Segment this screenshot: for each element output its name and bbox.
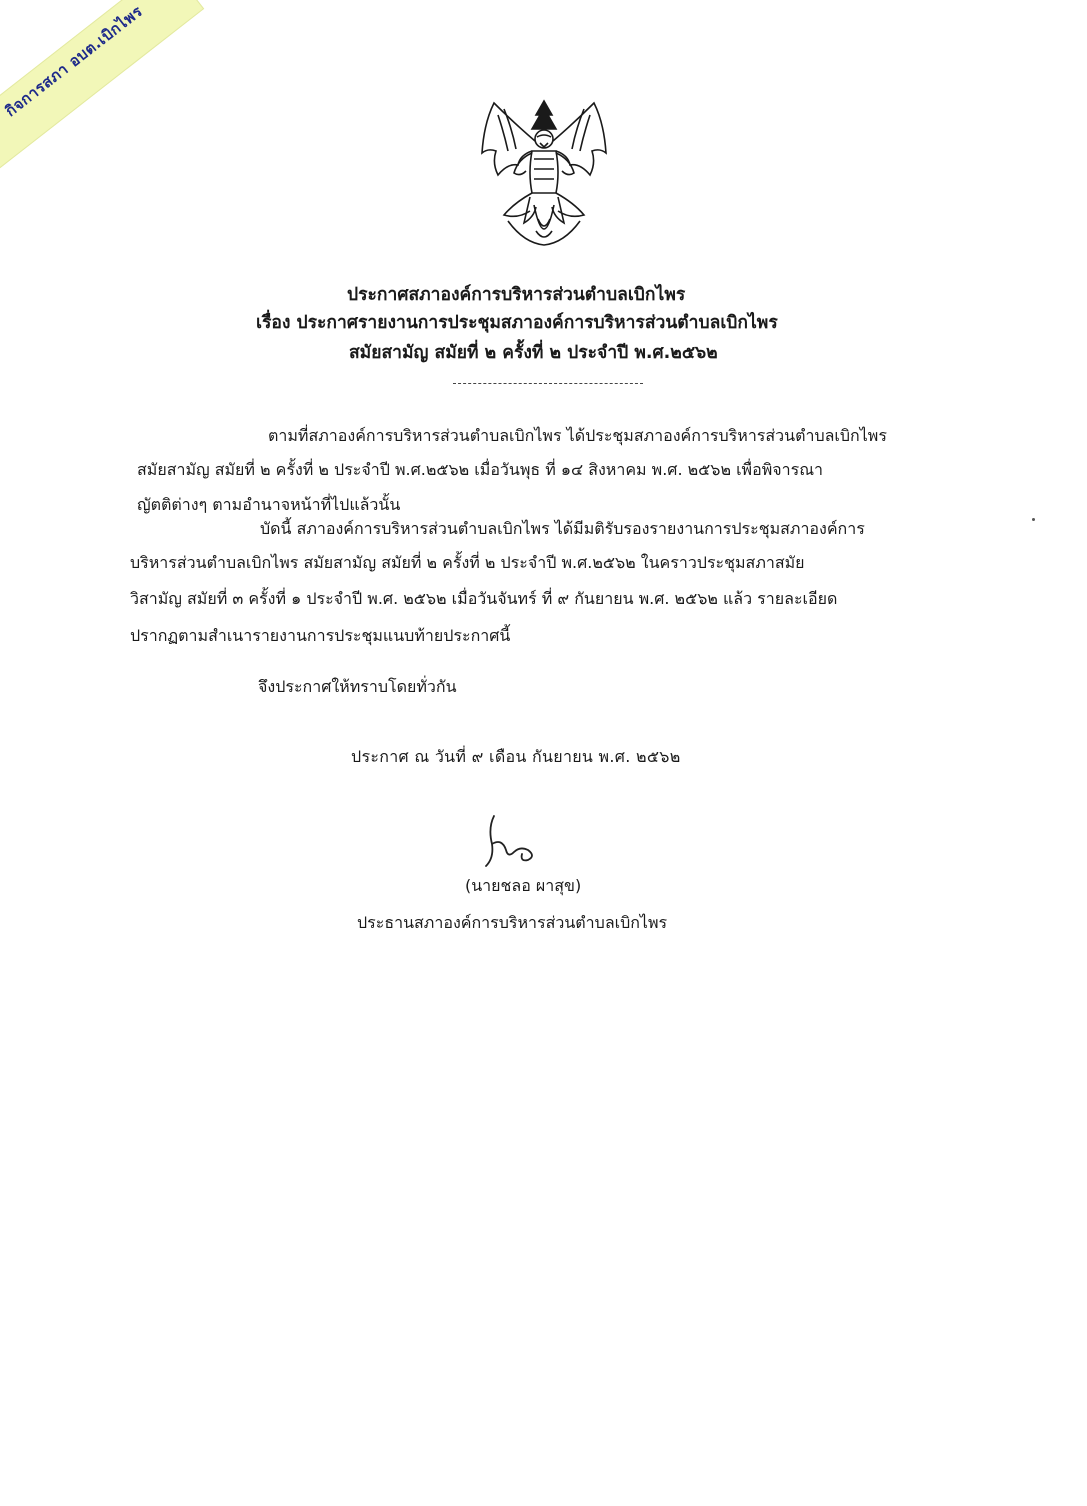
announcement-date: ประกาศ ณ วันที่ ๙ เดือน กันยายน พ.ศ. ๒๕๖๒ — [351, 747, 681, 766]
handwritten-signature — [472, 808, 552, 870]
paragraph-2-line-4: ปรากฏตามสำเนารายงานการประชุมแนบท้ายประกาศนี้ — [130, 626, 511, 645]
scan-speck — [1032, 518, 1035, 521]
signer-title: ประธานสภาองค์การบริหารส่วนตำบลเบิกไพร — [357, 913, 668, 932]
corner-stamp — [0, 0, 204, 175]
announcement-session: สมัยสามัญ สมัยที่ ๒ ครั้งที่ ๒ ประจำปี พ.ศ.๒๕๖๒ — [349, 343, 718, 363]
paragraph-2-line-3: วิสามัญ สมัยที่ ๓ ครั้งที่ ๑ ประจำปี พ.ศ. ๒๕๖๒ เมื่อวันจันทร์ ที่ ๙ กันยายน พ.ศ. ๒๕๖๒ แล้ว รายละเอียด — [130, 589, 838, 608]
announcement-title: ประกาศสภาองค์การบริหารส่วนตำบลเบิกไพร — [347, 285, 686, 305]
stamp-text: กิจการสภา อบต.เบิกไพร — [1, 2, 146, 121]
closing-line: จึงประกาศให้ทราบโดยทั่วกัน — [258, 677, 457, 696]
paragraph-1-line-2: สมัยสามัญ สมัยที่ ๒ ครั้งที่ ๒ ประจำปี พ.ศ.๒๕๖๒ เมื่อวันพุธ ที่ ๑๔ สิงหาคม พ.ศ. ๒๕๖๒ เพื่อพิจารณา — [137, 460, 824, 479]
divider — [453, 383, 643, 384]
paragraph-2-line-1: บัดนี้ สภาองค์การบริหารส่วนตำบลเบิกไพร ได้มีมติรับรองรายงานการประชุมสภาองค์การ — [260, 519, 865, 538]
garuda-emblem-icon — [474, 93, 614, 253]
paragraph-1-line-1: ตามที่สภาองค์การบริหารส่วนตำบลเบิกไพร ได้ประชุมสภาองค์การบริหารส่วนตำบลเบิกไพร — [268, 426, 887, 445]
paragraph-1-line-3: ญัตติต่างๆ ตามอำนาจหน้าที่ไปแล้วนั้น — [137, 495, 401, 514]
signer-name: (นายชลอ ผาสุข) — [465, 876, 582, 895]
announcement-subject: เรื่อง ประกาศรายงานการประชุมสภาองค์การบริหารส่วนตำบลเบิกไพร — [256, 313, 778, 333]
paragraph-2-line-2: บริหารส่วนตำบลเบิกไพร สมัยสามัญ สมัยที่ ๒ ครั้งที่ ๒ ประจำปี พ.ศ.๒๕๖๒ ในคราวประชุมสภาสมัย — [130, 553, 805, 572]
